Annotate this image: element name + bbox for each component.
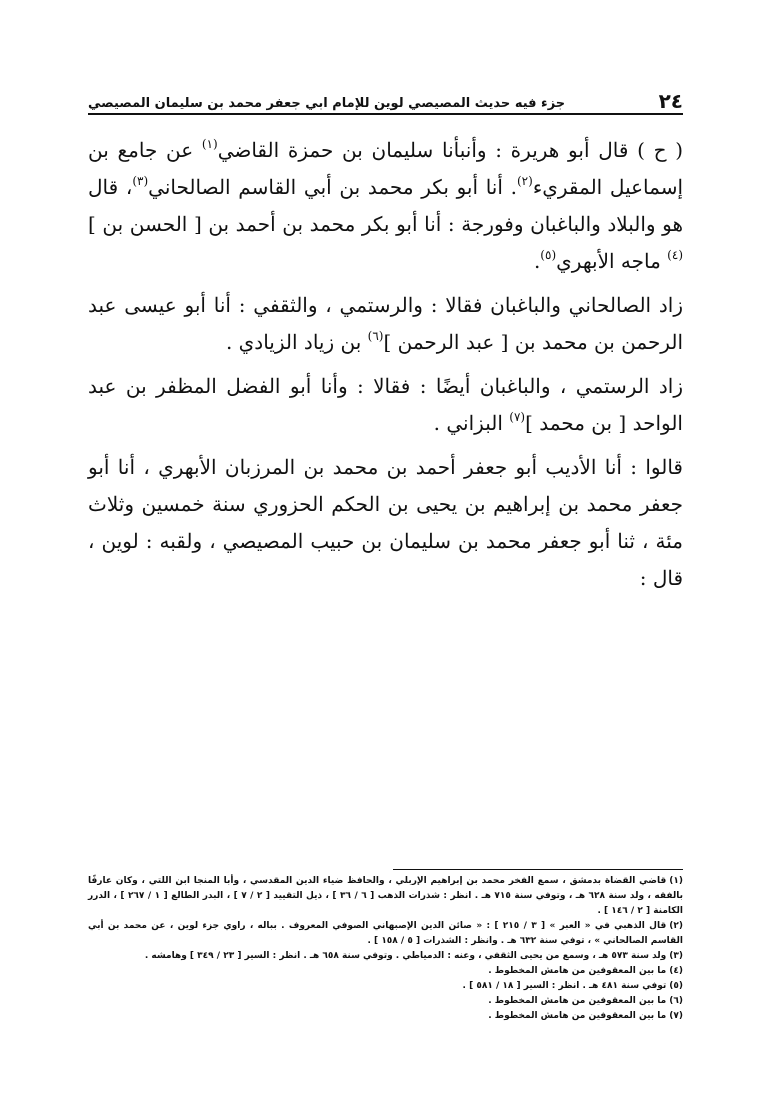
footnote-number: (٤) — [669, 966, 683, 976]
header-rule — [88, 113, 683, 115]
footnote-number: (٢) — [669, 921, 683, 931]
footnote — [88, 964, 683, 979]
paragraph — [88, 287, 683, 361]
text-run: . أنا أبو بكر محمد بن أبي القاسم الصالحاني — [148, 175, 517, 199]
footnote — [88, 919, 683, 949]
footnote-ref: (١) — [201, 137, 218, 151]
footnote-text: ما بين المعقوفين من هامش المخطوط . — [488, 1011, 667, 1021]
footnote-number: (١) — [669, 876, 683, 886]
text-run: . — [533, 249, 541, 273]
page-number: ٢٤ — [658, 89, 683, 113]
paragraph — [88, 368, 683, 442]
footnote-text: قاضي القضاة بدمشق ، سمع الفخر محمد بن إبراهيم الإربلي ، والحافظ ضياء الدين المقدسي ، وأبا المنجا ابن اللتي ، وكان عارفًا بالفقه ، ولد سنة ٦٢٨ هـ ، وتوفي سنة ٧١٥ هـ . انظر : شذرات الذهب [ ٦ / ٣٦ ] ، ذيل التقييد [ ٢ / ٧ ] ، البدر الطالع [ ١ / ٢٦٧ ] ، الدرر الكامنة [ ٢ / ١٤٦ ] . — [88, 876, 683, 916]
text-run: زاد الصالحاني والباغبان فقالا : والرستمي ، والثقفي : أنا أبو عيسى عبد الرحمن بن محمد بن [ عبد الرحمن ] — [88, 293, 683, 354]
footnote — [88, 979, 683, 994]
footnote-text: توفي سنة ٤٨١ هـ . انظر : السير [ ١٨ / ٥٨١ ] . — [462, 981, 667, 991]
text-run: ، قال هو والبلاد والباغبان وفورجة : أنا أبو بكر محمد بن أحمد بن [ الحسن بن ] — [88, 175, 683, 236]
footnote — [88, 949, 683, 964]
footnote-number: (٣) — [669, 951, 683, 961]
footnote-ref: (٣) — [132, 174, 149, 188]
footnotes — [88, 874, 683, 1024]
footnote-number: (٥) — [669, 981, 683, 991]
text-run: بن زياد الزيادي . — [225, 330, 368, 354]
footnote-ref: (٢) — [516, 174, 533, 188]
footnote-text: ما بين المعقوفين من هامش المخطوط . — [488, 966, 667, 976]
running-title: جزء فيه حديث المصيصي لوين للإمام ابي جعفر محمد بن سليمان المصيصي — [88, 96, 566, 111]
text-run: عن جامع بن إسماعيل المقريء — [88, 138, 684, 199]
footnote-text: ما بين المعقوفين من هامش المخطوط . — [488, 996, 667, 1006]
footnote — [88, 874, 683, 919]
text-run: قالوا : أنا الأديب أبو جعفر أحمد بن محمد بن المرزبان الأبهري ، أنا أبو جعفر محمد بن إبراهيم بن يحيى بن الحكم الحزوري سنة خمسين وثلاث مئة ، ثنا أبو جعفر محمد بن سليمان بن حبيب المصيصي ، ولقبه : لوين ، قال : — [88, 455, 683, 590]
footnote-ref: (٧) — [509, 410, 526, 424]
text-run: البزاني . — [433, 411, 510, 435]
footnote-text: ولد سنة ٥٧٣ هـ ، وسمع من يحيى الثقفي ، وعنه : الدمياطي . وتوفي سنة ٦٥٨ هـ . انظر : السير [ ٢٣ / ٣٤٩ ] وهامشه . — [144, 951, 667, 961]
footnote-separator — [393, 869, 683, 870]
footnote — [88, 994, 683, 1009]
text-run: ( ح ) قال أبو هريرة : وأنبأنا سليمان بن حمزة القاضي — [217, 138, 683, 162]
footnote-ref: (٤) — [667, 248, 683, 262]
page-header — [88, 86, 683, 112]
footnote-ref: (٥) — [540, 248, 557, 262]
text-run: زاد الرستمي ، والباغبان أيضًا : فقالا : وأنا أبو الفضل المظفر بن عبد الواحد [ بن محمد ] — [88, 374, 683, 435]
paragraph — [88, 449, 683, 597]
paragraph — [88, 132, 683, 280]
main-text — [88, 132, 683, 604]
footnote-ref: (٦) — [367, 329, 384, 343]
text-run: ماجه الأبهري — [556, 249, 668, 273]
footnote-text: قال الذهبي في « العبر » [ ٣ / ٢١٥ ] : « صائن الدين الإصبهاني الصوفي المعروف . بباله ، راوي جزء لوين ، عن محمد بن أبي القاسم الصالحاني » ، توفي سنة ٦٣٢ هـ . وانظر : الشذرات [ ٥ / ١٥٨ ] . — [88, 921, 683, 946]
footnote-number: (٧) — [669, 1011, 683, 1021]
footnote — [88, 1009, 683, 1024]
footnote-number: (٦) — [669, 996, 683, 1006]
